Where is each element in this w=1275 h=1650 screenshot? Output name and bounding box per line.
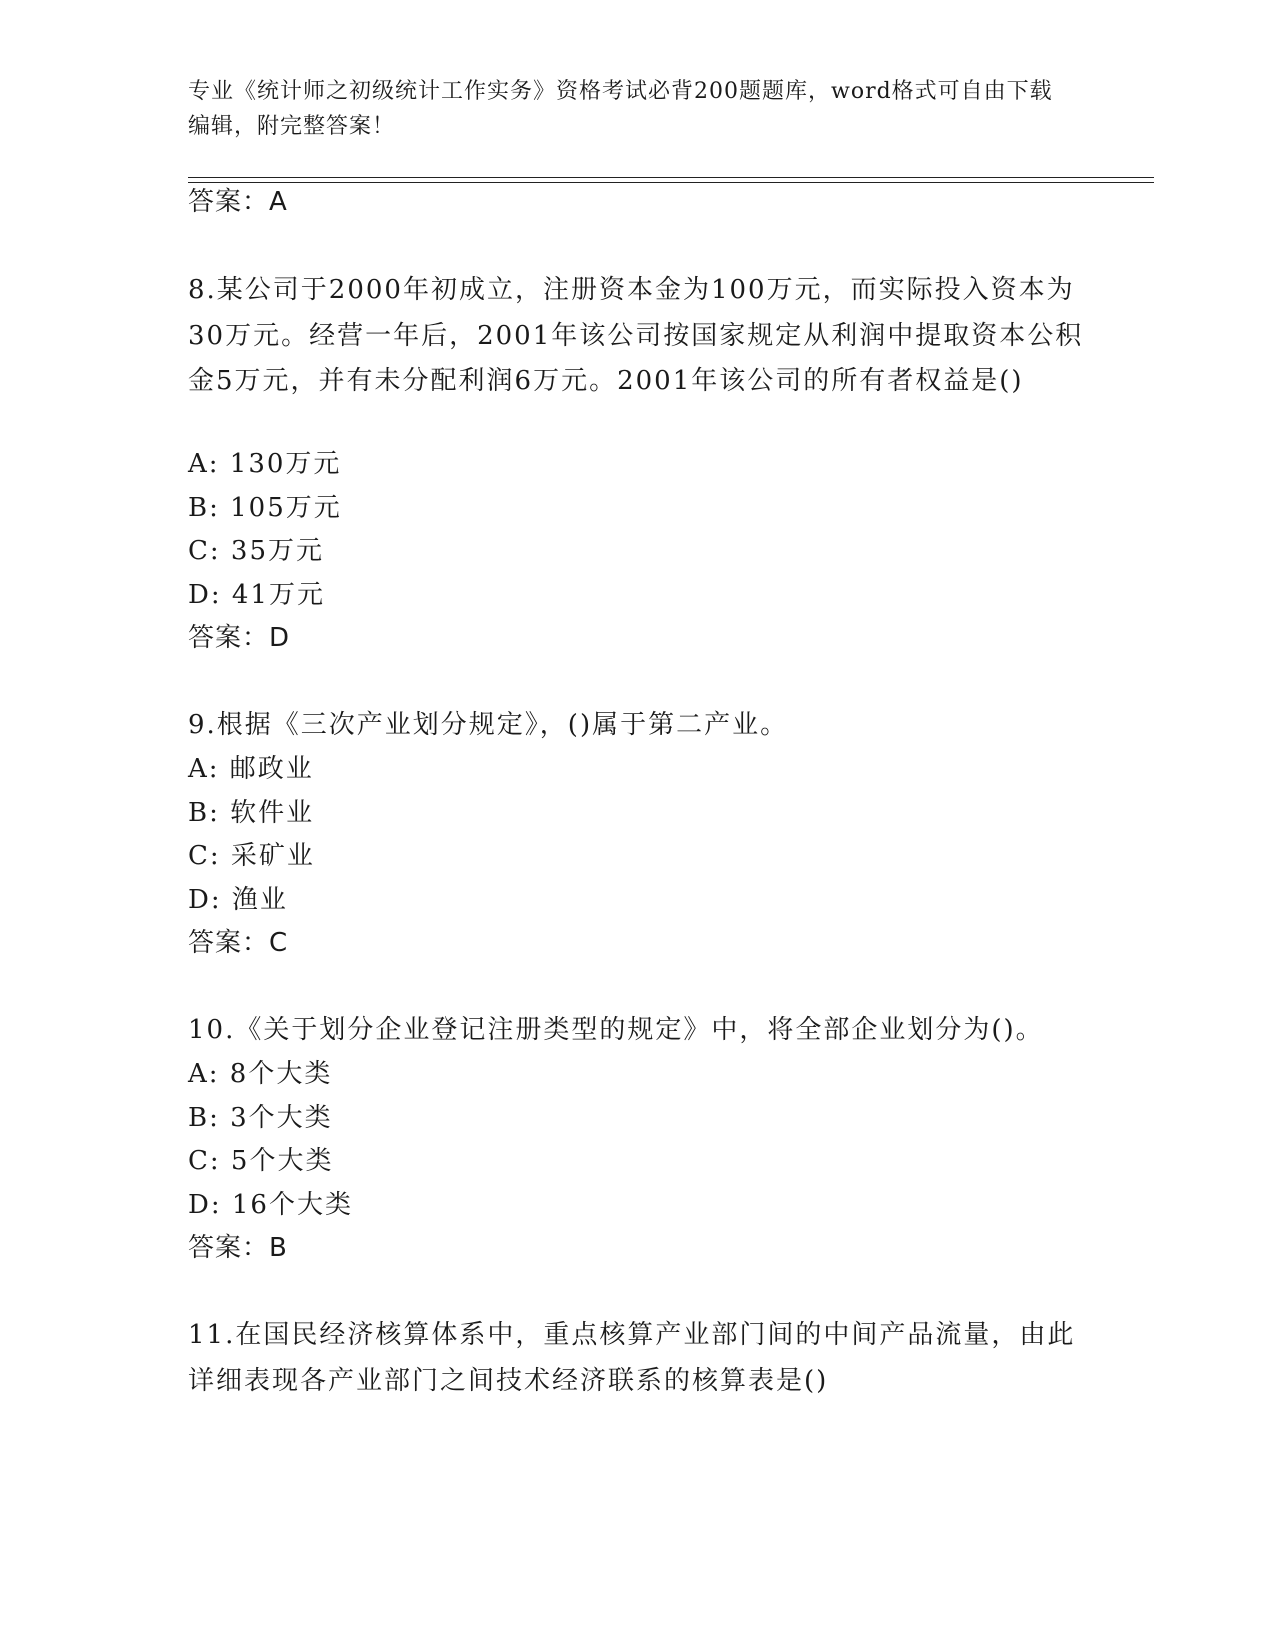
question-9-option-b: B: 软件业 bbox=[188, 798, 315, 828]
question-10-text: 10.《关于划分企业登记注册类型的规定》中，将全部企业划分为()。 bbox=[188, 1015, 1044, 1045]
question-9-answer: 答案：C bbox=[188, 928, 289, 958]
header-divider-thin bbox=[188, 182, 1154, 183]
question-10-option-d: D: 16个大类 bbox=[188, 1190, 353, 1220]
question-10-option-c: C: 5个大类 bbox=[188, 1146, 334, 1176]
question-8-option-c: C: 35万元 bbox=[188, 536, 325, 566]
question-10-option-b: B: 3个大类 bbox=[188, 1103, 333, 1133]
question-9-option-a: A: 邮政业 bbox=[188, 754, 314, 784]
previous-answer: 答案：A bbox=[188, 187, 288, 217]
header-divider-thick bbox=[188, 177, 1154, 178]
question-8-option-d: D: 41万元 bbox=[188, 580, 325, 610]
question-8-answer: 答案：D bbox=[188, 623, 291, 653]
question-11-text: 11.在国民经济核算体系中，重点核算产业部门间的中间产品流量，由此详细表现各产业部门之间技术经济联系的核算表是() bbox=[188, 1320, 1076, 1396]
question-8-text: 8.某公司于2000年初成立，注册资本金为100万元，而实际投入资本为30万元。经营一年后，2001年该公司按国家规定从利润中提取资本公积金5万元，并有未分配利润6万元。2001年该公司的所有者权益是() bbox=[188, 275, 1084, 396]
question-10-option-a: A: 8个大类 bbox=[188, 1059, 333, 1089]
question-10-answer: 答案：B bbox=[188, 1233, 288, 1263]
question-9-option-c: C: 采矿业 bbox=[188, 841, 315, 871]
question-9-text: 9.根据《三次产业划分规定》，()属于第二产业。 bbox=[188, 710, 789, 740]
question-8-option-b: B: 105万元 bbox=[188, 493, 342, 523]
document-header: 专业《统计师之初级统计工作实务》资格考试必背200题题库，word格式可自由下载编辑，附完整答案！ bbox=[188, 79, 1053, 139]
question-9-option-d: D: 渔业 bbox=[188, 885, 288, 915]
question-8-option-a: A: 130万元 bbox=[188, 449, 342, 479]
